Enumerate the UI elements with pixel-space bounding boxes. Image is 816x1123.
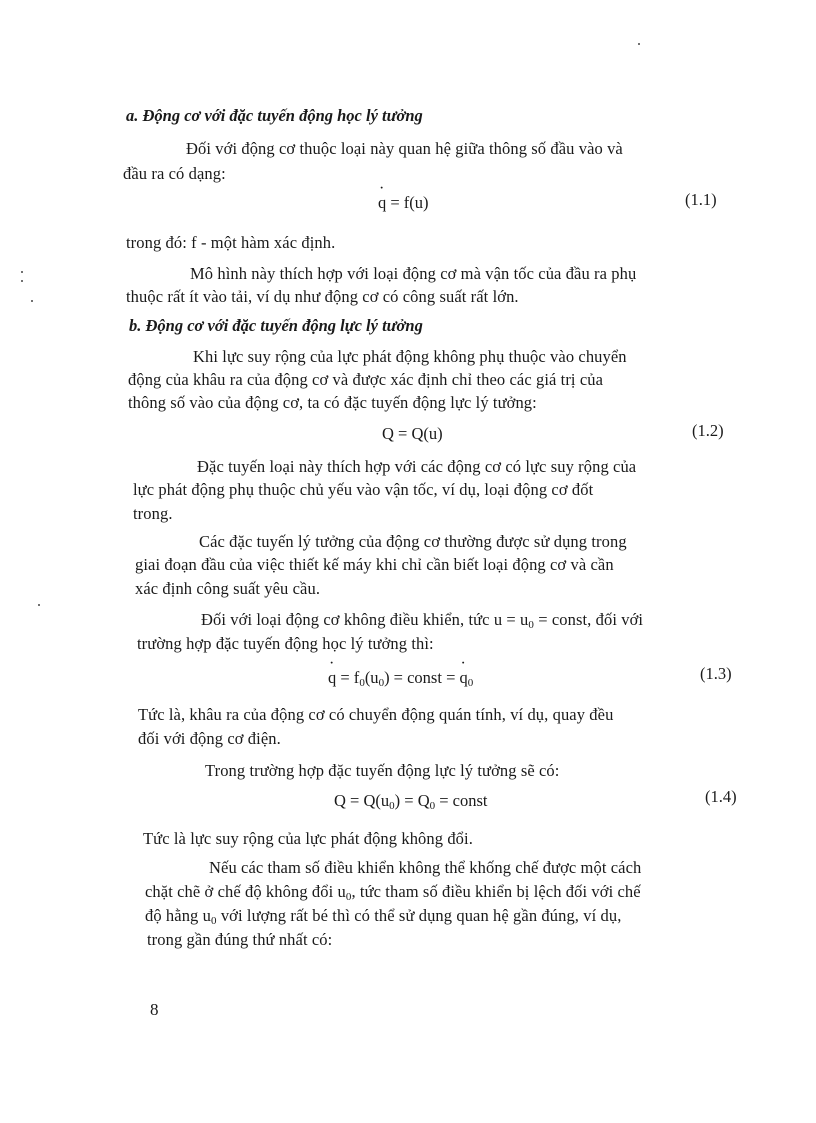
scan-speck — [21, 271, 23, 273]
section-b-para8-line3: độ hằng $u_0$ với lượng rất bé thì có thể sử dụng quan hệ gần đúng, ví dụ, — [145, 906, 622, 927]
section-a-para2-line2: thuộc rất ít vào tải, ví dụ như động cơ có công suất rất lớn. — [126, 287, 519, 306]
section-b-para1-line2: động của khâu ra của động cơ và được xác định chỉ theo các giá trị của — [128, 370, 604, 389]
section-a-para2-line1: Mô hình này thích hợp với loại động cơ mà vận tốc của đầu ra phụ — [190, 264, 637, 283]
scan-speck — [38, 604, 40, 606]
section-b-para2-line2: lực phát động phụ thuộc chủ yếu vào vận tốc, ví dụ, loại động cơ đốt — [133, 480, 594, 499]
equation-1-3: · $q = f_0(u_0)$ = const = · $q_0$ — [328, 668, 473, 689]
section-b-para2-line3: trong. — [133, 504, 173, 523]
section-b-para7: Tức là lực suy rộng của lực phát động không đổi. — [143, 829, 473, 848]
section-b-para2-line1: Đặc tuyến loại này thích hợp với các động cơ có lực suy rộng của — [197, 457, 637, 476]
scan-speck — [31, 300, 33, 302]
section-b-para4-line1: Đối với loại động cơ không điều khiển, tức $u = u_0$ = const, đối với — [201, 610, 644, 631]
section-b-para1-line1: Khi lực suy rộng của lực phát động không phụ thuộc vào chuyển — [193, 347, 627, 366]
equation-1-1-number: (1.1) — [685, 190, 717, 209]
section-a-heading: a. Động cơ với đặc tuyến động học lý tưởng — [126, 106, 423, 125]
section-a-para1-line1: Đối với động cơ thuộc loại này quan hệ giữa thông số đầu vào và — [186, 139, 623, 158]
section-b-para8-line1: Nếu các tham số điều khiển không thể khống chế được một cách — [209, 858, 642, 877]
equation-1-2: Q = Q(u) — [382, 424, 443, 443]
section-b-para3-line2: giai đoạn đầu của việc thiết kế máy khi chỉ cần biết loại động cơ và cần — [135, 555, 614, 574]
equation-1-2-number: (1.2) — [692, 421, 724, 440]
where-definition: trong đó: f - một hàm xác định. — [126, 233, 336, 252]
scan-speck — [21, 280, 23, 282]
scan-speck — [638, 43, 640, 45]
equation-1-4: $Q = Q(u_0) = Q_0$ = const — [334, 791, 488, 812]
section-b-para8-line4: trong gần đúng thứ nhất có: — [147, 930, 333, 949]
equation-1-1: · q = f(u) — [378, 193, 429, 213]
section-b-para5-line2: đối với động cơ điện. — [138, 729, 281, 748]
section-b-para6: Trong trường hợp đặc tuyến động lực lý tưởng sẽ có: — [205, 761, 560, 780]
section-b-para3-line1: Các đặc tuyến lý tưởng của động cơ thường được sử dụng trong — [199, 532, 627, 551]
page-number: 8 — [150, 1000, 159, 1019]
section-b-heading: b. Động cơ với đặc tuyến động lực lý tưởng — [129, 316, 423, 335]
section-b-para5-line1: Tức là, khâu ra của động cơ có chuyển động quán tính, ví dụ, quay đều — [138, 705, 614, 724]
section-b-para1-line3: thông số vào của động cơ, ta có đặc tuyến động lực lý tưởng: — [128, 393, 537, 412]
equation-1-3-number: (1.3) — [700, 664, 732, 683]
section-a-para1-line2: đầu ra có dạng: — [123, 164, 226, 183]
section-b-para4-line2: trường hợp đặc tuyến động học lý tưởng thì: — [137, 634, 434, 653]
section-b-para3-line3: xác định công suất yêu cầu. — [135, 579, 321, 598]
section-b-para8-line2: chặt chẽ ở chế độ không đổi $u_0$, tức tham số điều khiển bị lệch đối với chế — [145, 882, 641, 903]
equation-1-4-number: (1.4) — [705, 787, 737, 806]
